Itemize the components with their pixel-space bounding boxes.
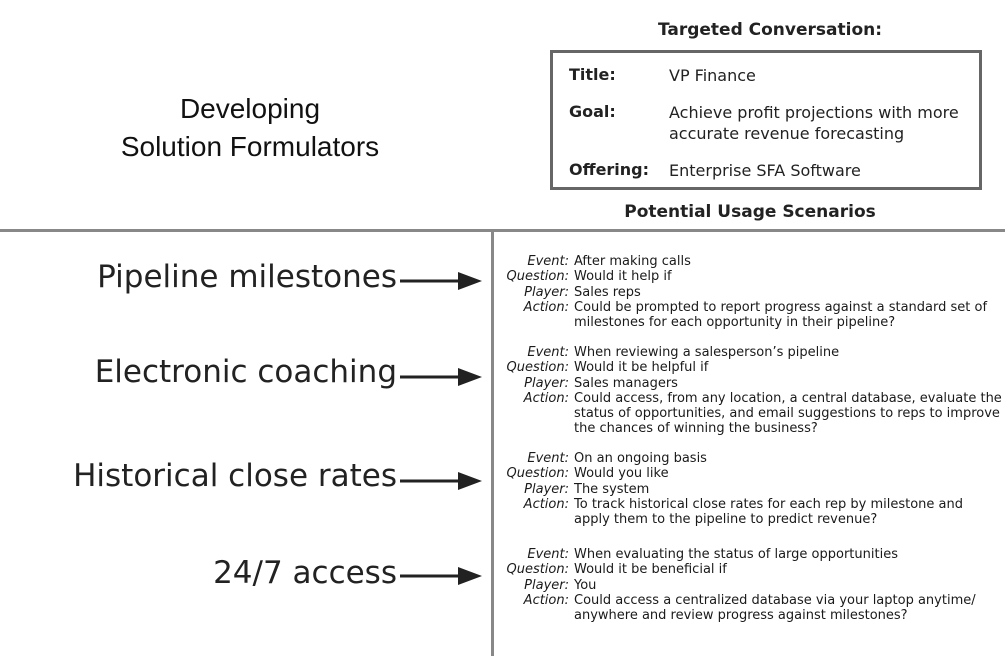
player-value: Sales reps: [574, 284, 641, 300]
scenario-label-pipeline-milestones: Pipeline milestones: [97, 259, 397, 295]
tc-goal-line-1: Achieve profit projections with more: [669, 103, 959, 122]
action-line: anywhere and review progress against milestones?: [574, 608, 908, 624]
question-value: Would it be beneficial if: [574, 562, 727, 578]
question-value: Would it be helpful if: [574, 360, 709, 376]
right-arrow-icon: [400, 366, 482, 388]
player-value: Sales managers: [574, 375, 678, 391]
targeted-conversation-box: [550, 50, 982, 190]
player-key: Player:: [524, 577, 569, 593]
action-line: To track historical close rates for each rep by milestone and: [574, 496, 963, 512]
horizontal-divider: [0, 229, 1005, 232]
scenario-player: [500, 285, 1005, 300]
action-line: apply them to the pipeline to predict revenue?: [574, 512, 878, 528]
scenario-player: [500, 376, 1005, 391]
tc-goal-line-2: accurate revenue forecasting: [669, 124, 905, 143]
event-value: After making calls: [574, 254, 691, 269]
action-key: Action:: [523, 496, 569, 512]
question-key: Question:: [506, 466, 569, 482]
scenario-electronic-coaching: [500, 345, 1005, 437]
action-key: Action:: [523, 592, 569, 608]
scenario-player: [500, 578, 1005, 593]
scenario-action: [500, 391, 1005, 437]
event-key: Event:: [527, 345, 569, 360]
action-line: the chances of winning the business?: [574, 421, 818, 437]
scenario-action: [500, 300, 1005, 331]
action-key: Action:: [523, 390, 569, 406]
scenario-label-historical-close-rates: Historical close rates: [73, 458, 397, 494]
scenario-event: [500, 547, 1005, 562]
event-key: Event:: [527, 254, 569, 269]
scenario-event: [500, 254, 1005, 269]
vertical-divider: [491, 229, 494, 656]
action-line: Could access, from any location, a central database, evaluate the: [574, 390, 1002, 406]
tc-goal-label: Goal:: [569, 102, 616, 121]
page-title-line-1: Developing: [179, 93, 321, 124]
action-line: Could be prompted to report progress against a standard set of: [574, 299, 988, 315]
tc-offering-value: Enterprise SFA Software: [669, 161, 861, 180]
player-value: The system: [574, 481, 650, 497]
player-key: Player:: [524, 284, 569, 300]
event-value: On an ongoing basis: [574, 451, 707, 466]
player-key: Player:: [524, 375, 569, 391]
page-title: [90, 90, 410, 166]
player-key: Player:: [524, 481, 569, 497]
tc-title-value: VP Finance: [669, 66, 756, 85]
action-key: Action:: [523, 299, 569, 315]
scenario-pipeline-milestones: [500, 254, 1005, 330]
question-value: Would you like: [574, 466, 669, 482]
tc-title-label: Title:: [569, 65, 616, 84]
scenario-label-24-7-access: 24/7 access: [213, 555, 397, 591]
scenario-action: [500, 497, 1005, 528]
right-arrow-icon: [400, 270, 482, 292]
scenario-question: [500, 562, 1005, 577]
tc-goal-value: [669, 102, 979, 144]
action-value: [574, 497, 1005, 528]
question-value: Would it help if: [574, 269, 672, 285]
tc-offering-label: Offering:: [569, 160, 650, 179]
scenario-action: [500, 593, 1005, 624]
action-line: Could access a centralized database via your laptop anytime/: [574, 592, 976, 608]
scenario-question: [500, 466, 1005, 481]
right-arrow-icon: [400, 470, 482, 492]
action-value: [574, 593, 1005, 624]
usage-scenarios-heading: Potential Usage Scenarios: [624, 202, 876, 222]
right-arrow-icon: [400, 565, 482, 587]
targeted-conversation-heading: Targeted Conversation:: [657, 20, 883, 40]
action-value: [574, 391, 1005, 437]
event-value: When evaluating the status of large opportunities: [574, 547, 898, 562]
scenario-label-electronic-coaching: Electronic coaching: [94, 354, 397, 390]
question-key: Question:: [506, 562, 569, 578]
scenario-player: [500, 482, 1005, 497]
scenario-question: [500, 360, 1005, 375]
action-line: status of opportunities, and email suggestions to reps to improve: [574, 406, 1000, 422]
event-value: When reviewing a salesperson’s pipeline: [574, 345, 840, 360]
player-value: You: [574, 577, 597, 593]
action-line: milestones for each opportunity in their pipeline?: [574, 315, 896, 331]
page-title-line-2: Solution Formulators: [120, 131, 380, 162]
question-key: Question:: [506, 360, 569, 376]
scenario-event: [500, 451, 1005, 466]
scenario-event: [500, 345, 1005, 360]
scenario-historical-close-rates: [500, 451, 1005, 527]
event-key: Event:: [527, 547, 569, 562]
event-key: Event:: [527, 451, 569, 466]
question-key: Question:: [506, 269, 569, 285]
scenario-question: [500, 269, 1005, 284]
scenario-24-7-access: [500, 547, 1005, 623]
action-value: [574, 300, 1005, 331]
